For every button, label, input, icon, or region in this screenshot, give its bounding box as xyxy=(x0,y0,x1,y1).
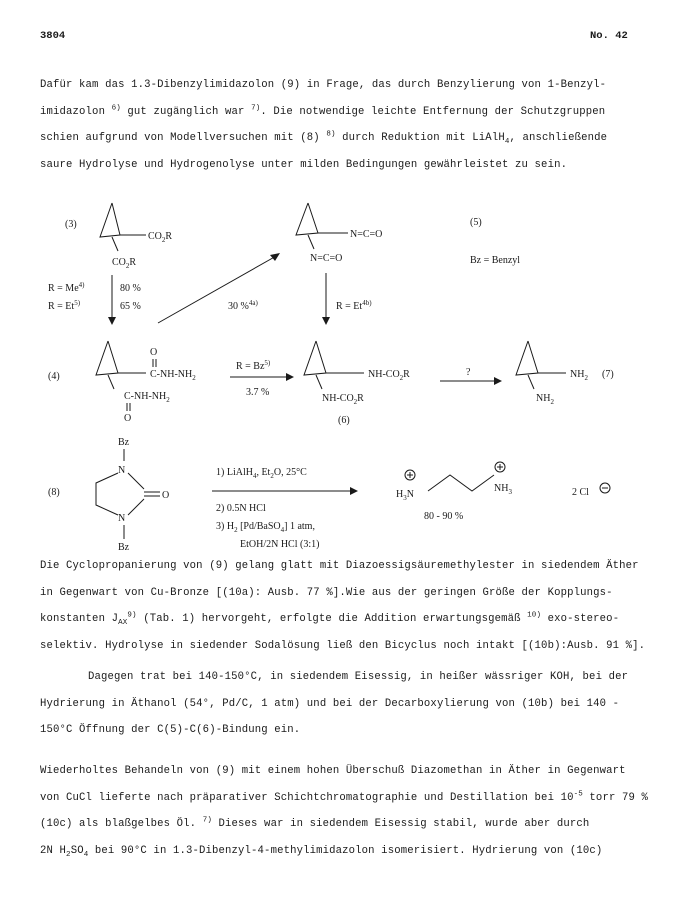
step-label: 2) 0.5N HCl xyxy=(216,503,266,514)
yield-label: 65 % xyxy=(120,301,141,312)
reaction-arrow xyxy=(158,255,278,323)
condition-label: $R = Et^{4b)}$ xyxy=(336,299,372,312)
reaction-scheme xyxy=(0,205,676,553)
text-line xyxy=(40,99,640,126)
footnote-ref: 7) xyxy=(251,103,261,112)
arrow-head xyxy=(270,253,280,261)
text-line xyxy=(40,125,640,152)
bond xyxy=(128,473,144,489)
text-span: (10c) als blaßgelbes Öl. xyxy=(40,818,203,830)
text-span: schien aufgrund von Modellversuchen mit (8) xyxy=(40,132,327,144)
cyclopropane-ring-4 xyxy=(96,341,118,375)
atom-label: N xyxy=(118,513,126,524)
compound-label-4: (4) xyxy=(48,371,60,382)
text-line xyxy=(40,785,648,812)
text-line: Wiederholtes Behandeln von (9) mit einem hohen Überschuß Diazomethan in Äther in Gegenwart xyxy=(40,765,626,777)
cyclopropane-ring-7 xyxy=(516,341,538,375)
group-label: $NH_2$ xyxy=(570,369,588,382)
text-line xyxy=(40,838,640,865)
footnote-ref: 7) xyxy=(202,816,212,825)
atom-label: O xyxy=(124,413,132,424)
bond xyxy=(108,375,114,389)
group-label: $NH_2$ xyxy=(536,393,554,406)
footnote-ref: 9) xyxy=(127,611,137,620)
bond xyxy=(528,375,534,389)
arrow-head xyxy=(494,377,502,385)
footnote-ref: 8) xyxy=(326,130,336,139)
text-span: SO xyxy=(70,844,84,857)
text-line: Hydrierung in Äthanol (54°, Pd/C, 1 atm) und bei der Decarboxylierung von (10b) bei 140 - xyxy=(40,697,620,710)
condition-label: $R = Me^{4)}$ xyxy=(48,281,85,294)
text-line: Dagegen trat bei 140-150°C, in siedendem Eisessig, in heißer wässriger KOH, bei der xyxy=(88,671,629,683)
text-span: von CuCl lieferte nach präparativer Schichtchromatographie und Destillation bei 10 xyxy=(40,791,574,804)
group-label: N=C=O xyxy=(310,253,343,264)
text-span: exo-stereo- xyxy=(541,613,620,625)
ethylene-chain xyxy=(428,475,494,491)
subscript: AX xyxy=(118,619,128,628)
cyclopropane-ring-5 xyxy=(296,203,318,235)
paragraph-diazomethane xyxy=(40,758,648,864)
yield-label: 30 %$^{4a)}$ xyxy=(228,299,258,312)
atom-label: O xyxy=(150,347,158,358)
condition-label: $R = Bz^{5)}$ xyxy=(236,359,271,372)
group-label: N=C=O xyxy=(350,229,383,240)
bond xyxy=(112,237,118,251)
group-label: $H_3N$ xyxy=(396,489,414,502)
group-label: $NH-CO_2R$ xyxy=(322,393,364,406)
text-span: gut zugänglich war xyxy=(120,105,252,118)
imidazolidinone-ring xyxy=(96,473,118,515)
compound-label-5: (5) xyxy=(470,217,482,228)
text-span: torr 79 % xyxy=(582,791,648,804)
group-label: $C-NH-NH_2$ xyxy=(150,369,196,382)
footnote-ref: 6) xyxy=(111,103,121,112)
arrow-head xyxy=(286,373,294,381)
compound-label-7: (7) xyxy=(602,369,614,380)
compound-label-3: (3) xyxy=(65,219,77,230)
yield-label: 80 - 90 % xyxy=(424,511,464,522)
benzyl-label: Bz xyxy=(118,437,130,448)
condition-label: $R = Et^{5)}$ xyxy=(48,299,81,312)
compound-label-6: (6) xyxy=(338,415,350,426)
text-span: Dieses war in siedendem Eisessig stabil, wurde aber durch xyxy=(212,818,590,830)
step-label: 1) LiAlH$_4$, $Et_2O$, 25°C xyxy=(216,467,307,480)
text-line: in Gegenwart von Cu-Bronze [(10a): Ausb. 77 %].Wie aus der geringen Größe der Kopplungs- xyxy=(40,586,613,599)
cyclopropane-ring-3 xyxy=(100,203,120,237)
text-line: Die Cyclopropanierung von (9) gelang glatt mit Diazoessigsäuremethylester in siedendem Äther xyxy=(40,560,639,572)
group-label: $NH-CO_2R$ xyxy=(368,369,410,382)
step-label: 3) $H_2$ [Pd/BaSO$_4$] 1 atm, xyxy=(216,521,315,534)
step-label: EtOH/2N HCl (3:1) xyxy=(240,539,320,550)
arrow-head xyxy=(350,487,358,495)
group-label: $CO_2R$ xyxy=(112,257,137,270)
text-line xyxy=(40,811,640,838)
issue-number: No. 42 xyxy=(590,30,628,42)
group-label: $CO_2R$ xyxy=(148,231,173,244)
text-line xyxy=(40,606,640,633)
page-number: 3804 xyxy=(40,30,66,42)
group-label: $NH_3$ xyxy=(494,483,512,496)
text-span: , anschließende xyxy=(509,132,608,144)
yield-label: 80 % xyxy=(120,283,141,294)
subscript: 4 xyxy=(504,138,510,147)
yield-label: 3.7 % xyxy=(246,387,270,398)
text-span: imidazolon xyxy=(40,105,112,118)
bond xyxy=(316,375,322,389)
text-line: 150°C Öffnung der C(5)-C(6)-Bindung ein. xyxy=(40,724,301,736)
bond xyxy=(308,235,314,249)
paragraph-intro xyxy=(40,72,640,178)
text-line: Dafür kam das 1.3-Dibenzylimidazolon (9) in Frage, das durch Benzylierung von 1-Benzyl- xyxy=(40,79,607,91)
text-span: (Tab. 1) hervorgeht, erfolgte die Addition erwartungsgemäß xyxy=(136,613,528,625)
subscript: 4 xyxy=(83,850,89,859)
arrow-head xyxy=(322,317,330,325)
unknown-step-label: ? xyxy=(466,367,471,378)
compound-label-8: (8) xyxy=(48,487,60,498)
atom-label: O xyxy=(162,490,170,501)
text-span: . Die notwendige leichte Entfernung der Schutzgruppen xyxy=(260,105,606,118)
footnote-ref: 10) xyxy=(527,611,542,620)
cyclopropane-ring-6 xyxy=(304,341,326,375)
text-span: 2N H xyxy=(40,844,67,857)
paragraph-ring-opening xyxy=(40,664,640,744)
subscript: 2 xyxy=(66,850,71,859)
text-span: konstanten J xyxy=(40,613,119,625)
group-label: $C-NH-NH_2$ xyxy=(124,391,170,404)
benzyl-label: Bz xyxy=(118,542,130,553)
atom-label: N xyxy=(118,465,126,476)
definition-label: Bz = Benzyl xyxy=(470,255,521,266)
paragraph-cyclopropanation xyxy=(40,553,646,659)
arrow-head xyxy=(108,317,116,325)
text-span: durch Reduktion mit LiAlH xyxy=(335,132,505,144)
bond xyxy=(128,499,144,515)
text-line: saure Hydrolyse und Hydrogenolyse unter milden Bedingungen gewährleistet zu sein. xyxy=(40,158,568,171)
counter-ion: 2 Cl xyxy=(572,487,589,498)
text-line: selektiv. Hydrolyse in siedender Sodalösung ließ den Bicyclus noch intakt [(10b):Ausb. 91 %]. xyxy=(40,639,646,652)
superscript: -5 xyxy=(573,789,583,798)
text-span: bei 90°C in 1.3-Dibenzyl-4-methylimidazolon isomerisiert. Hydrierung von (10c) xyxy=(88,844,603,857)
